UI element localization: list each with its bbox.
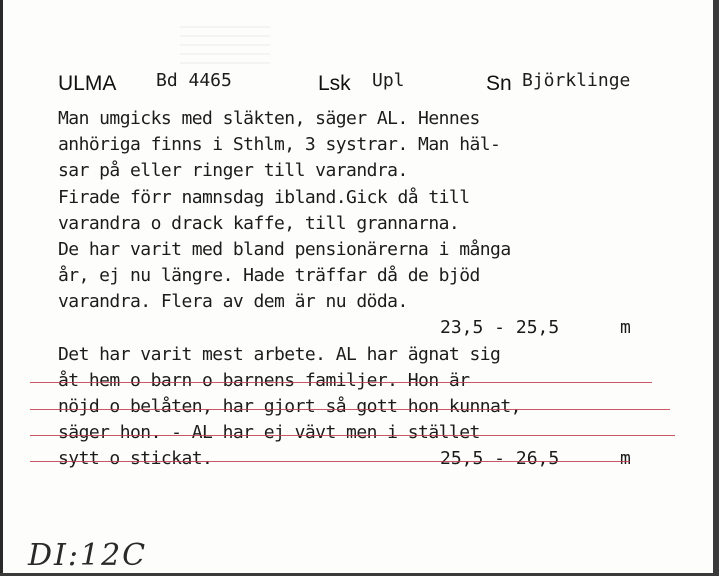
lsk-label: Lsk xyxy=(318,72,351,95)
text-line: Man umgicks med släkten, säger AL. Hennes xyxy=(58,108,480,129)
card-header xyxy=(0,68,719,98)
text-line: sar på eller ringer till varandra. xyxy=(58,160,408,181)
text-line: år, ej nu längre. Hade träffar då de bjöd xyxy=(58,265,480,286)
text-line: åt hem o barn o barnens familjer. Hon är xyxy=(58,370,470,391)
measurement-range: 23,5 - 25,5 xyxy=(440,317,560,338)
sn-value: Björklinge xyxy=(522,70,631,91)
archive-name: ULMA xyxy=(58,72,117,95)
text-line: sytt o stickat. xyxy=(58,448,213,469)
text-line: anhöriga finns i Sthlm, 3 systrar. Man häl- xyxy=(58,134,501,155)
record-number: Bd 4465 xyxy=(156,70,232,91)
text-line: Det har varit mest arbete. AL har ägnat sig xyxy=(58,344,501,365)
red-underline xyxy=(30,409,670,410)
text-line: De har varit med bland pensionärerna i många xyxy=(58,239,511,260)
measurement-unit: m xyxy=(620,448,631,469)
text-line: varandra. Flera av dem är nu döda. xyxy=(58,291,408,312)
text-line: säger hon. - AL har ej vävt men i stället xyxy=(58,422,480,443)
red-underline xyxy=(30,435,675,436)
text-line: varandra o drack kaffe, till grannarna. xyxy=(58,213,460,234)
text-line: Firade förr namnsdag ibland.Gick då till xyxy=(58,187,470,208)
lsk-value: Upl xyxy=(372,70,405,91)
bleed-through-text xyxy=(180,26,270,66)
text-line: nöjd o belåten, har gjort så gott hon kunnat, xyxy=(58,396,521,417)
sn-label: Sn xyxy=(486,72,512,95)
measurement-range: 25,5 - 26,5 xyxy=(440,448,560,469)
handwritten-signature: DI:12C xyxy=(28,538,148,573)
red-underline xyxy=(30,461,630,462)
red-underline xyxy=(30,382,652,383)
measurement-unit: m xyxy=(620,317,631,338)
